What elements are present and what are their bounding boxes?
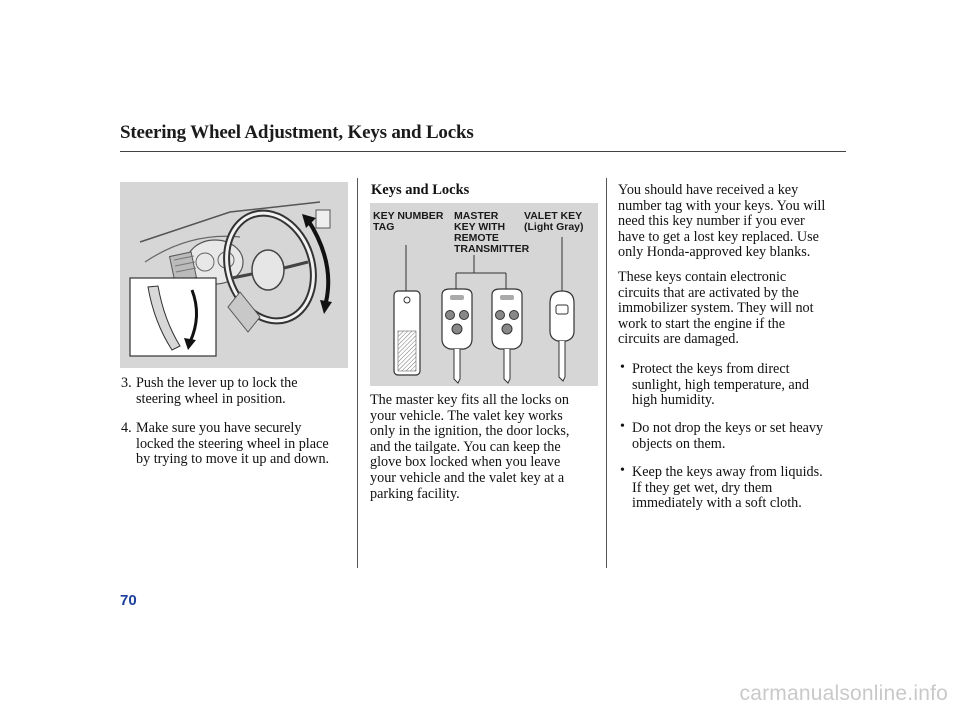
- step-number: 4.: [121, 420, 132, 436]
- master-key-paragraph: The master key fits all the locks on your vehicle. The valet key works only in the ignition, the door locks, and the tailgate. You can keep the glove box locked when you leave your vehicle and the valet key at a parking facility.: [370, 392, 570, 502]
- step-number: 3.: [121, 375, 132, 391]
- step-text: Push the lever up to lock the steering wheel in position.: [136, 375, 298, 407]
- valet-key-label: VALET KEY (Light Gray): [524, 210, 584, 233]
- step-text: Make sure you have securely locked the steering wheel in place by trying to move it up and down.: [136, 420, 330, 468]
- header-rule: [120, 151, 846, 152]
- section-heading: Keys and Locks: [371, 182, 470, 198]
- bullet-text: Keep the keys away from liquids. If they get wet, dry them immediately with a soft cloth.: [632, 464, 823, 512]
- bullet-icon: •: [620, 463, 625, 478]
- bullet-text: Do not drop the keys or set heavy objects on them.: [632, 420, 824, 452]
- watermark: carmanualsonline.info: [739, 682, 948, 705]
- electronic-circuits-paragraph: These keys contain electronic circuits that are activated by the immobilizer system. They will not work to start the engine if the circuits are damaged.: [618, 269, 814, 348]
- page-title: Steering Wheel Adjustment, Keys and Locks: [120, 122, 474, 143]
- steering-wheel-illustration: [120, 182, 348, 368]
- column-divider-left: [357, 178, 358, 568]
- steering-wheel-drawing: [120, 182, 348, 368]
- key-number-tag-label: KEY NUMBER TAG: [373, 210, 444, 233]
- master-key-label: MASTER KEY WITH REMOTE TRANSMITTER: [454, 210, 530, 255]
- bullet-icon: •: [620, 419, 625, 434]
- key-number-paragraph: You should have received a key number tag with your keys. You will need this key number if you ever have to get a lost key replaced. Use only Honda-approved key blanks.: [618, 182, 826, 261]
- column-divider-right: [606, 178, 607, 568]
- page-number: 70: [120, 592, 137, 609]
- bullet-text: Protect the keys from direct sunlight, high temperature, and high humidity.: [632, 361, 809, 409]
- bullet-icon: •: [620, 360, 625, 375]
